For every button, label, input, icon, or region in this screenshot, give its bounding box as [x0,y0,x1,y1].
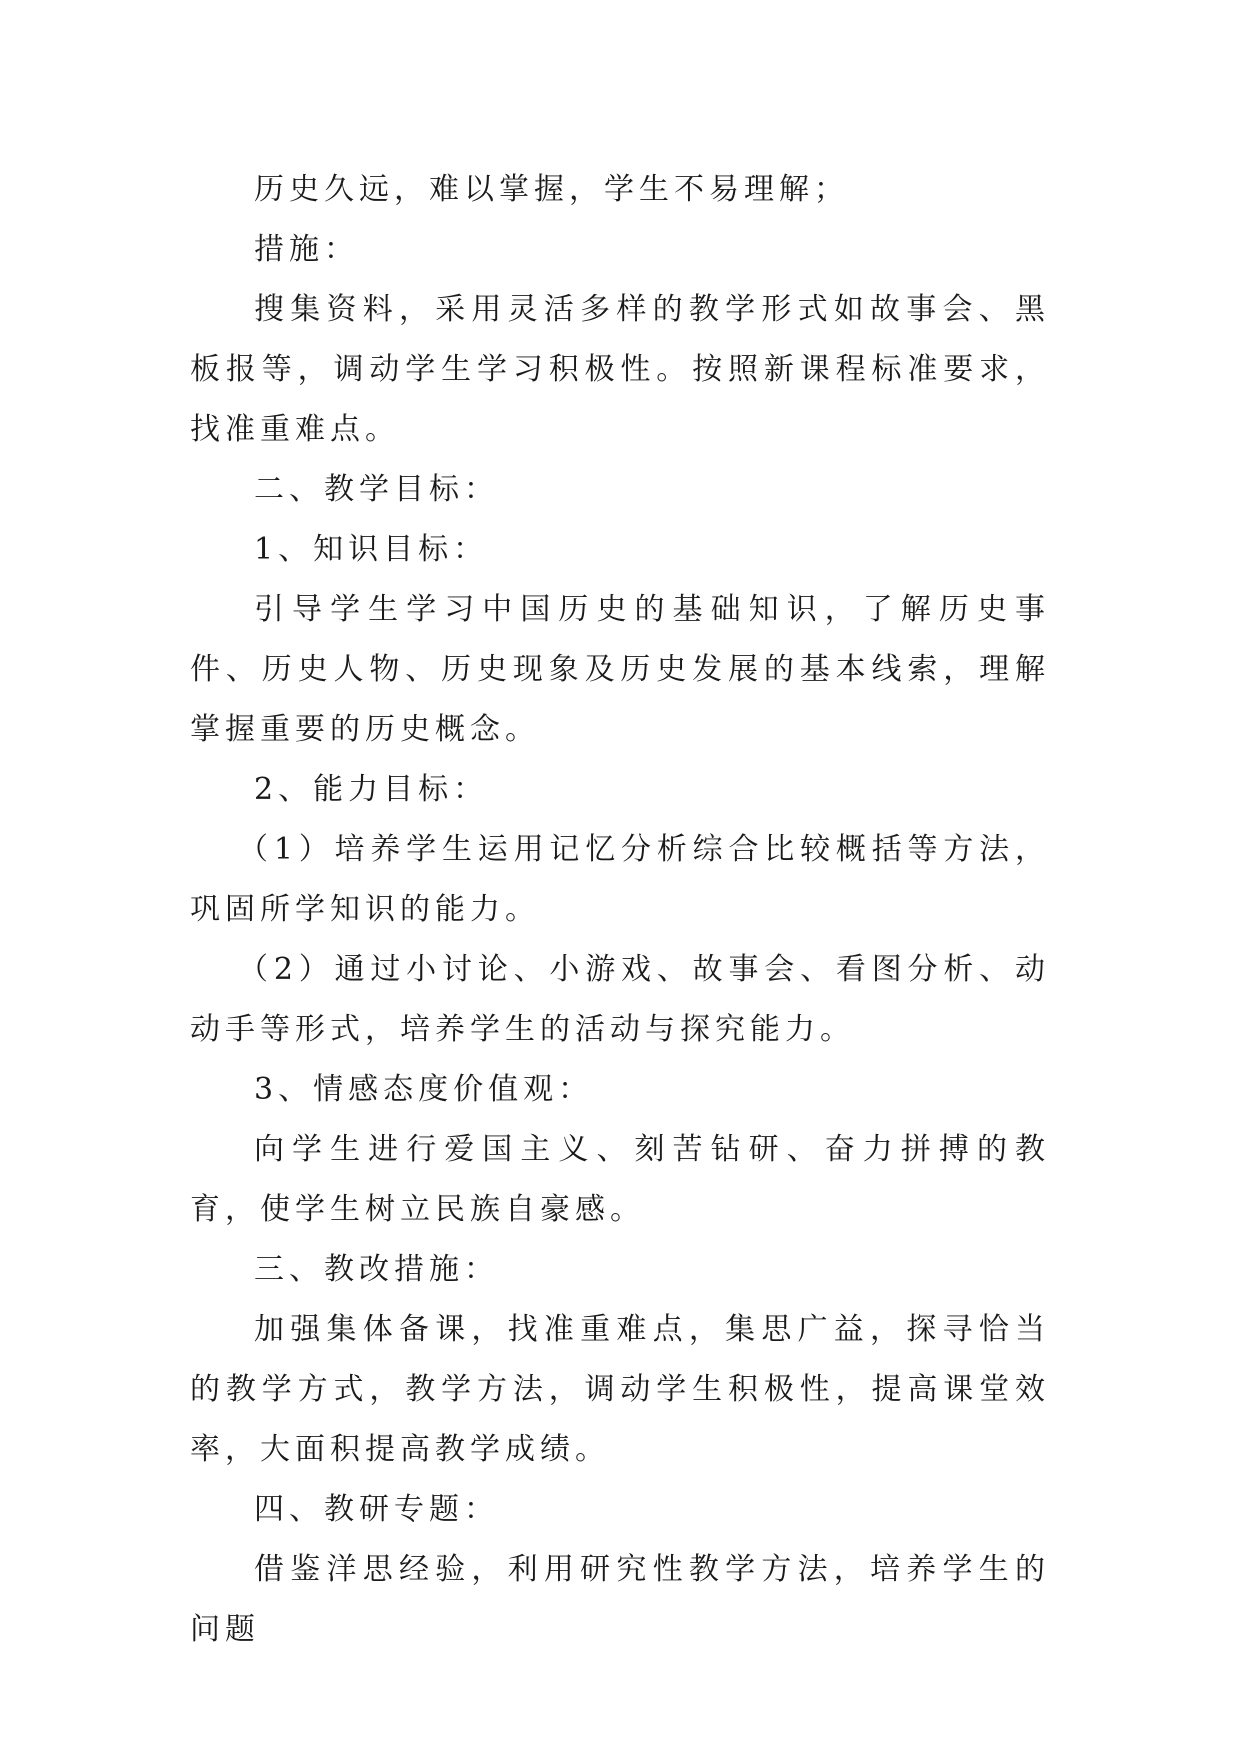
paragraph: 措施： [254,232,359,267]
paragraph: （2）通过小讨论、小游戏、故事会、看图分析、动动手等形式，培养学生的活动与探究能力。 [190,952,1050,1047]
subsection-heading: 2、能力目标： [254,772,489,807]
section-heading: 二、教学目标： [254,472,499,507]
section-heading: 四、教研专题： [254,1492,499,1527]
paragraph: 引导学生学习中国历史的基础知识，了解历史事件、历史人物、历史现象及历史发展的基本线索，理解掌握重要的历史概念。 [190,592,1050,747]
section-heading: 三、教改措施： [254,1252,499,1287]
subsection-heading: 3、情感态度价值观： [254,1072,594,1107]
document-body [190,160,1050,1660]
paragraph: 加强集体备课，找准重难点，集思广益，探寻恰当的教学方式，教学方法，调动学生积极性，提高课堂效率，大面积提高教学成绩。 [190,1312,1050,1467]
paragraph: 搜集资料，采用灵活多样的教学形式如故事会、黑板报等，调动学生学习积极性。按照新课程标准要求，找准重难点。 [190,292,1050,447]
subsection-heading: 1、知识目标： [254,532,489,567]
paragraph: 历史久远，难以掌握，学生不易理解； [254,172,849,207]
paragraph: 借鉴洋思经验，利用研究性教学方法，培养学生的问题 [190,1552,1050,1647]
paragraph: 向学生进行爱国主义、刻苦钻研、奋力拼搏的教育，使学生树立民族自豪感。 [190,1132,1050,1227]
paragraph: （1）培养学生运用记忆分析综合比较概括等方法，巩固所学知识的能力。 [190,832,1050,927]
